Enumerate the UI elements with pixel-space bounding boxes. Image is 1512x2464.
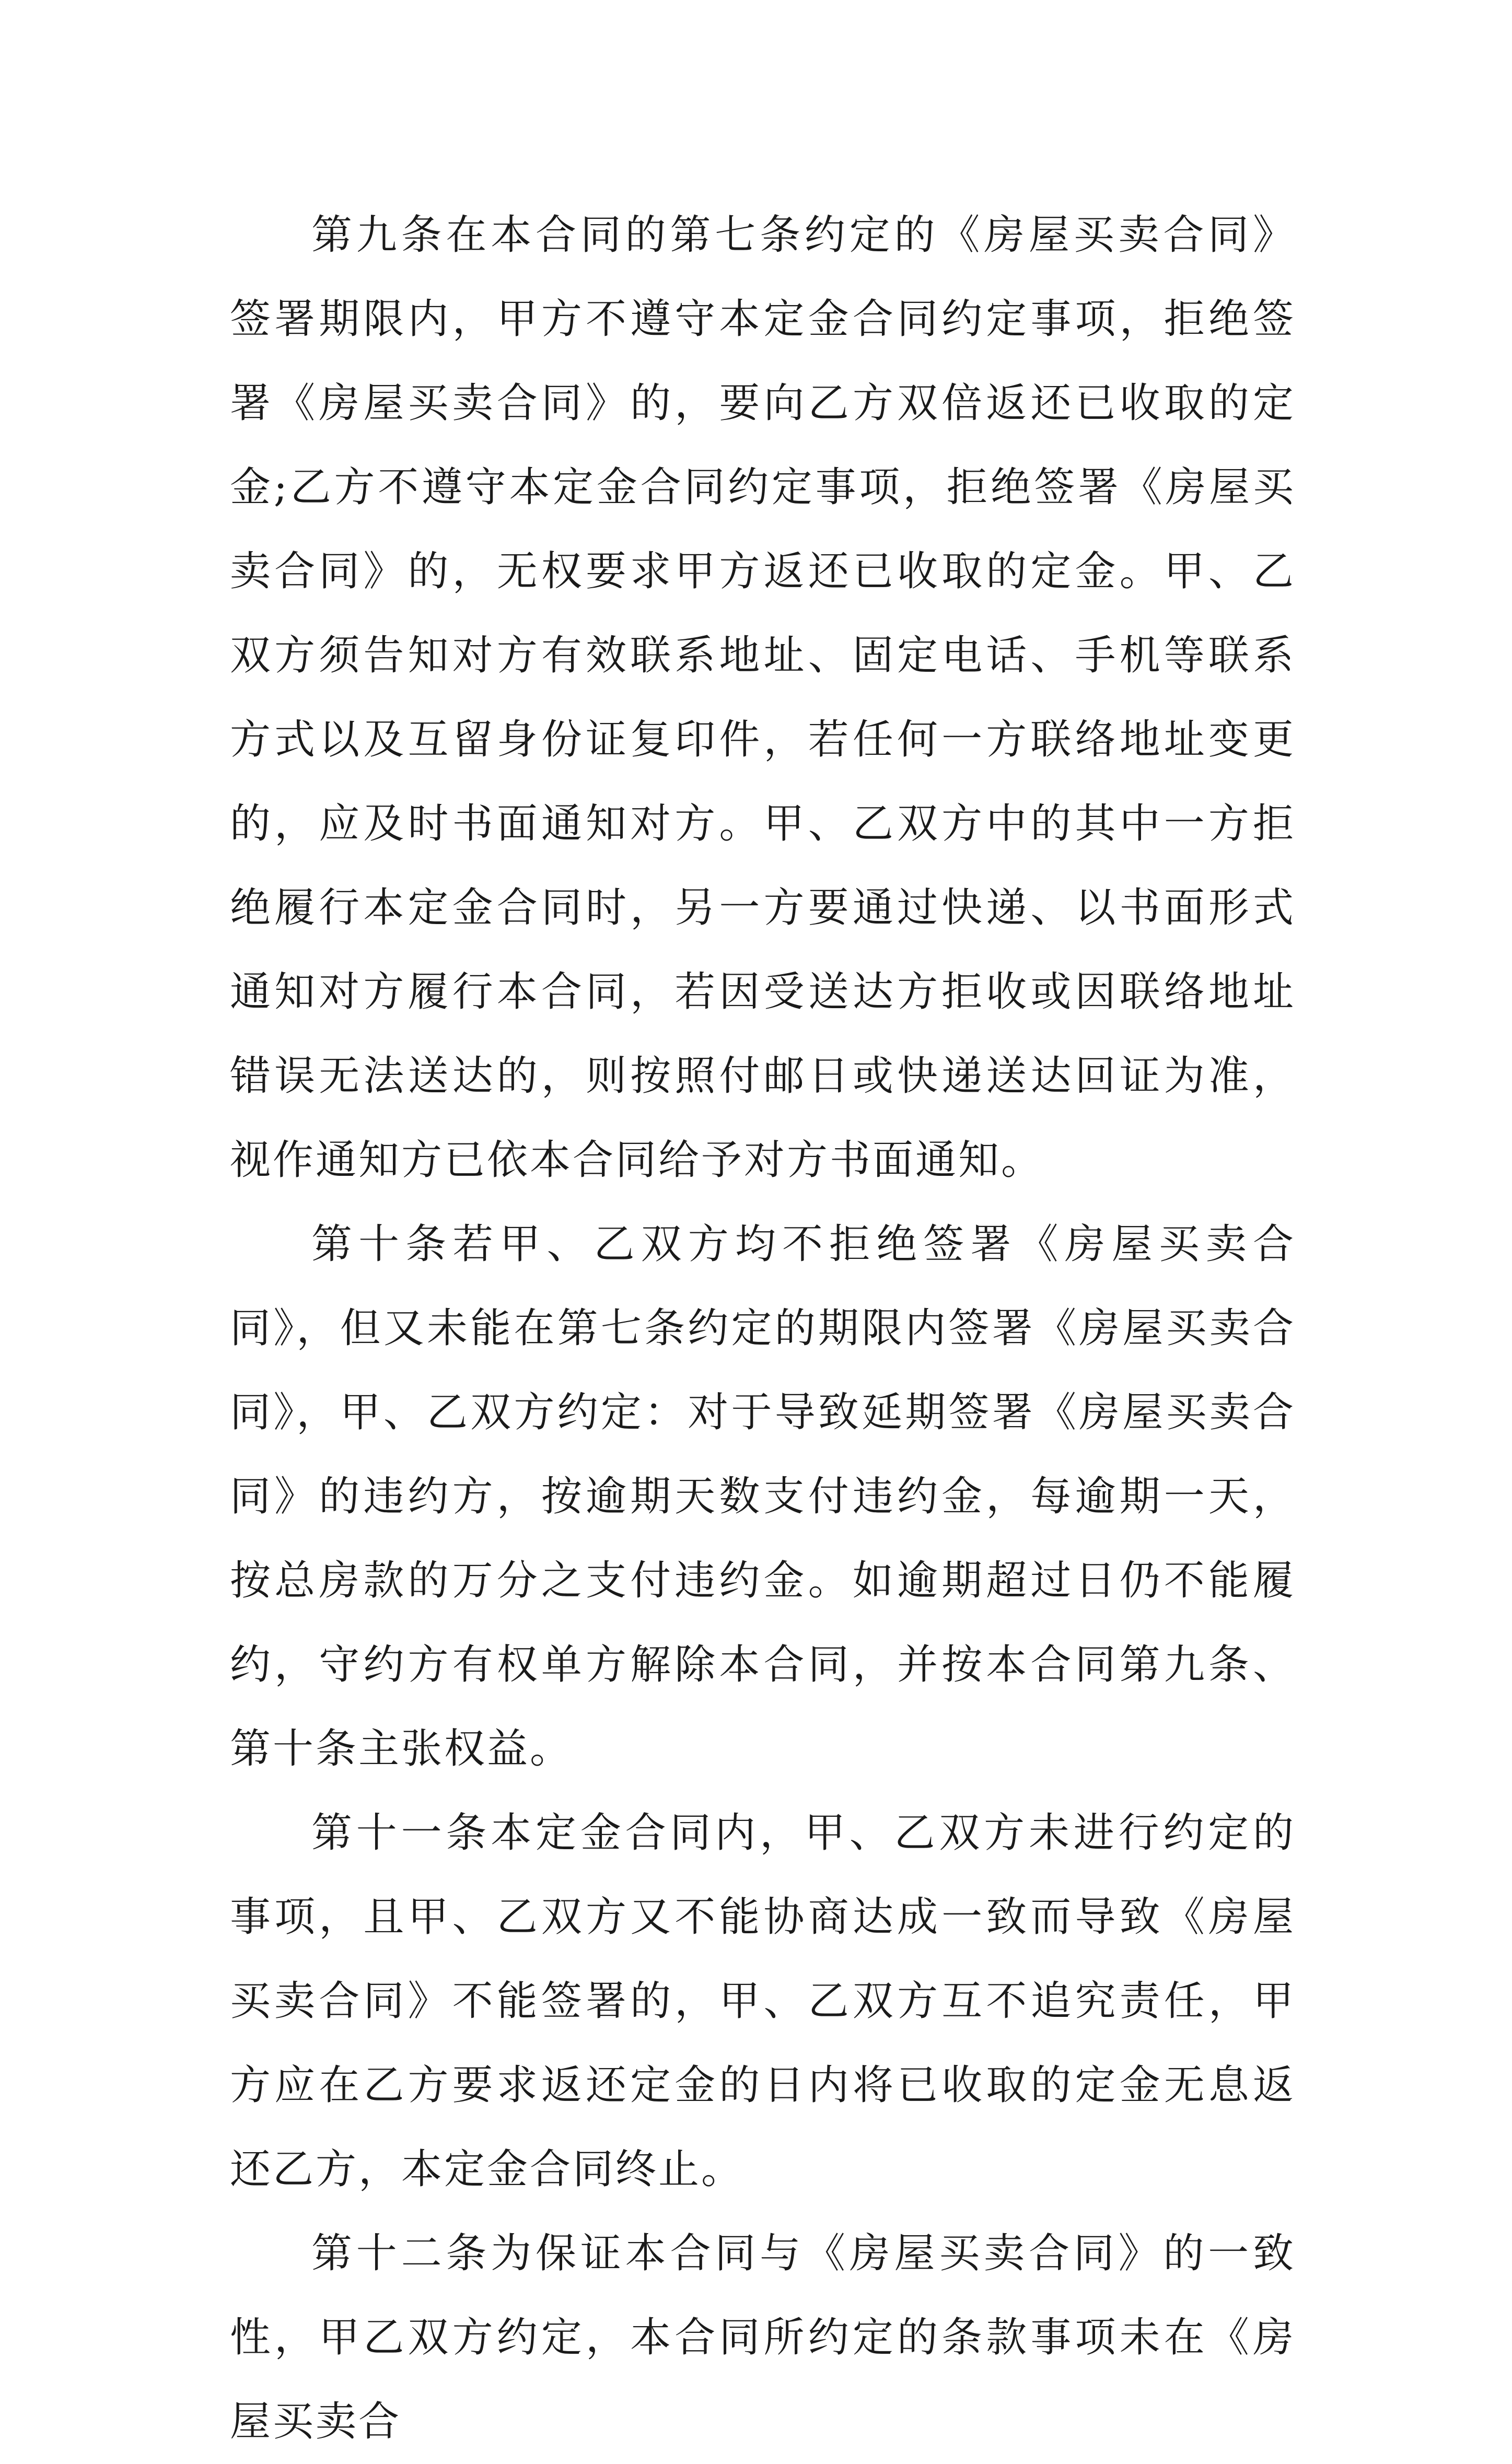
clause-9-paragraph: 第九条在本合同的第七条约定的《房屋买卖合同》签署期限内，甲方不遵守本定金合同约定事项，拒绝签署《房屋买卖合同》的，要向乙方双倍返还已收取的定金;乙方不遵守本定金合同约定事项，拒绝签署《房屋买卖合同》的，无权要求甲方返还已收取的定金。甲、乙双方须告知对方有效联系地址、固定电话、手机等联系方式以及互留身份证复印件，若任何一方联络地址变更的，应及时书面通知对方。甲、乙双方中的其中一方拒绝履行本定金合同时，另一方要通过快递、以书面形式通知对方履行本合同，若因受送达方拒收或因联络地址错误无法送达的，则按照付邮日或快递送达回证为准，视作通知方已依本合同给予对方书面通知。 (230, 212, 1296, 1184)
document-body (230, 193, 1296, 2464)
clause-11-paragraph: 第十一条本定金合同内，甲、乙双方未进行约定的事项，且甲、乙双方又不能协商达成一致而导致《房屋买卖合同》不能签署的，甲、乙双方互不追究责任，甲方应在乙方要求返还定金的日内将已收取的定金无息返还乙方，本定金合同终止。 (230, 1809, 1296, 2193)
clause-12-paragraph: 第十二条为保证本合同与《房屋买卖合同》的一致性，甲乙双方约定，本合同所约定的条款事项未在《房屋买卖合 (230, 2230, 1296, 2445)
clause-10-paragraph: 第十条若甲、乙双方均不拒绝签署《房屋买卖合同》，但又未能在第七条约定的期限内签署《房屋买卖合同》，甲、乙双方约定：对于导致延期签署《房屋买卖合同》的违约方，按逾期天数支付违约金，每逾期一天，按总房款的万分之支付违约金。如逾期超过日仍不能履约，守约方有权单方解除本合同，并按本合同第九条、第十条主张权益。 (230, 1221, 1296, 1772)
